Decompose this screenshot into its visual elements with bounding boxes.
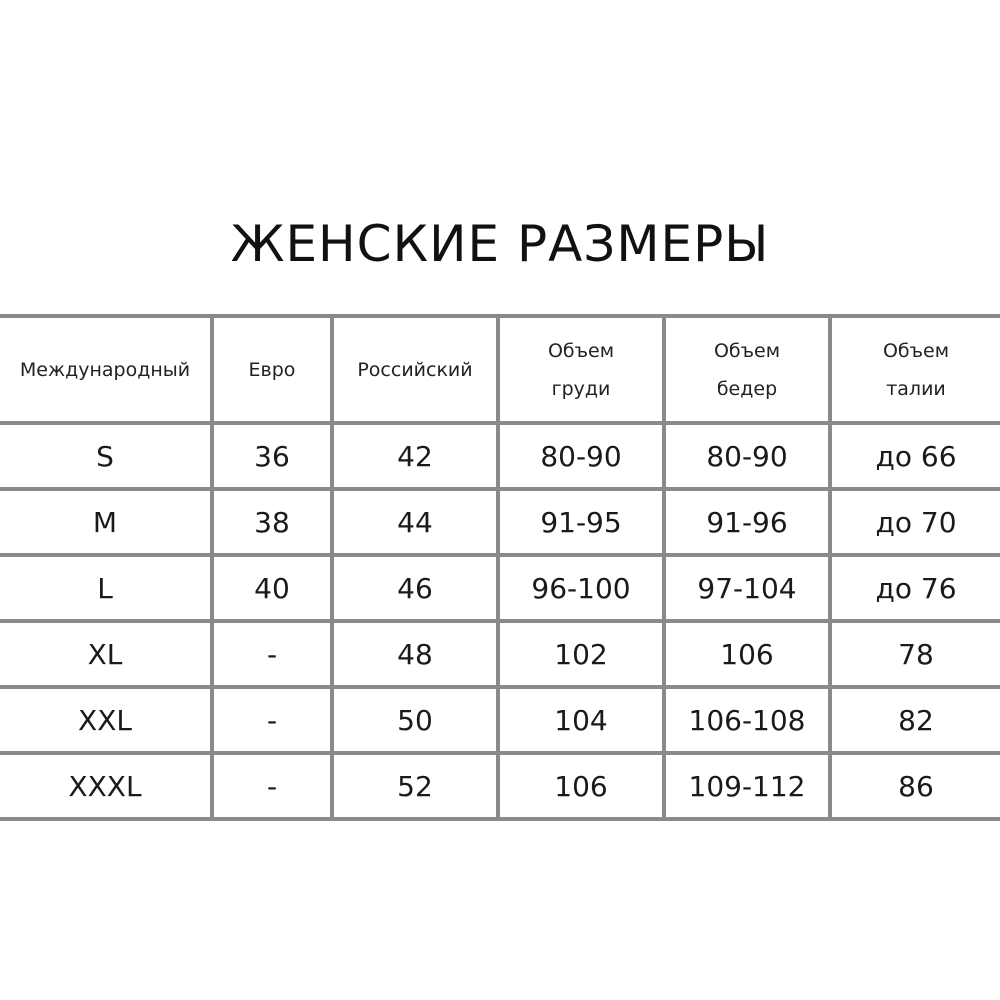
header-waist: Объем талии <box>830 316 1000 423</box>
table-cell: 91-96 <box>664 489 830 555</box>
table-cell: 36 <box>212 423 332 489</box>
table-cell: 80-90 <box>664 423 830 489</box>
table-row <box>0 621 1000 687</box>
table-cell: 52 <box>332 753 498 819</box>
table-cell: L <box>0 555 212 621</box>
table-row <box>0 489 1000 555</box>
page-title: ЖЕНСКИЕ РАЗМЕРЫ <box>230 215 770 273</box>
header-chest: Объем груди <box>498 316 664 423</box>
table-cell: XXXL <box>0 753 212 819</box>
table-cell: 42 <box>332 423 498 489</box>
table-cell: S <box>0 423 212 489</box>
table-cell: 106 <box>498 753 664 819</box>
header-russian: Российский <box>332 316 498 423</box>
table-cell: 44 <box>332 489 498 555</box>
table-cell: - <box>212 621 332 687</box>
table-cell: 50 <box>332 687 498 753</box>
table-cell: - <box>212 687 332 753</box>
table-cell: 102 <box>498 621 664 687</box>
table-cell: XL <box>0 621 212 687</box>
table-cell: XXL <box>0 687 212 753</box>
header-euro: Евро <box>212 316 332 423</box>
header-international: Международный <box>0 316 212 423</box>
table-row <box>0 687 1000 753</box>
size-chart-table <box>0 314 1000 821</box>
table-row <box>0 753 1000 819</box>
table-cell: 78 <box>830 621 1000 687</box>
table-cell: 104 <box>498 687 664 753</box>
table-cell: 80-90 <box>498 423 664 489</box>
table-row <box>0 555 1000 621</box>
table-cell: 40 <box>212 555 332 621</box>
table-cell: 38 <box>212 489 332 555</box>
table-cell: 109-112 <box>664 753 830 819</box>
table-cell: M <box>0 489 212 555</box>
table-cell: - <box>212 753 332 819</box>
table-row <box>0 423 1000 489</box>
table-cell: 82 <box>830 687 1000 753</box>
table-header-row <box>0 316 1000 423</box>
table-cell: 46 <box>332 555 498 621</box>
header-hips: Объем бедер <box>664 316 830 423</box>
table-cell: 86 <box>830 753 1000 819</box>
table-cell: 106-108 <box>664 687 830 753</box>
table-cell: 48 <box>332 621 498 687</box>
table-cell: 97-104 <box>664 555 830 621</box>
table-cell: 106 <box>664 621 830 687</box>
table-cell: до 70 <box>830 489 1000 555</box>
table-cell: 96-100 <box>498 555 664 621</box>
table-cell: до 76 <box>830 555 1000 621</box>
table-cell: 91-95 <box>498 489 664 555</box>
table-cell: до 66 <box>830 423 1000 489</box>
